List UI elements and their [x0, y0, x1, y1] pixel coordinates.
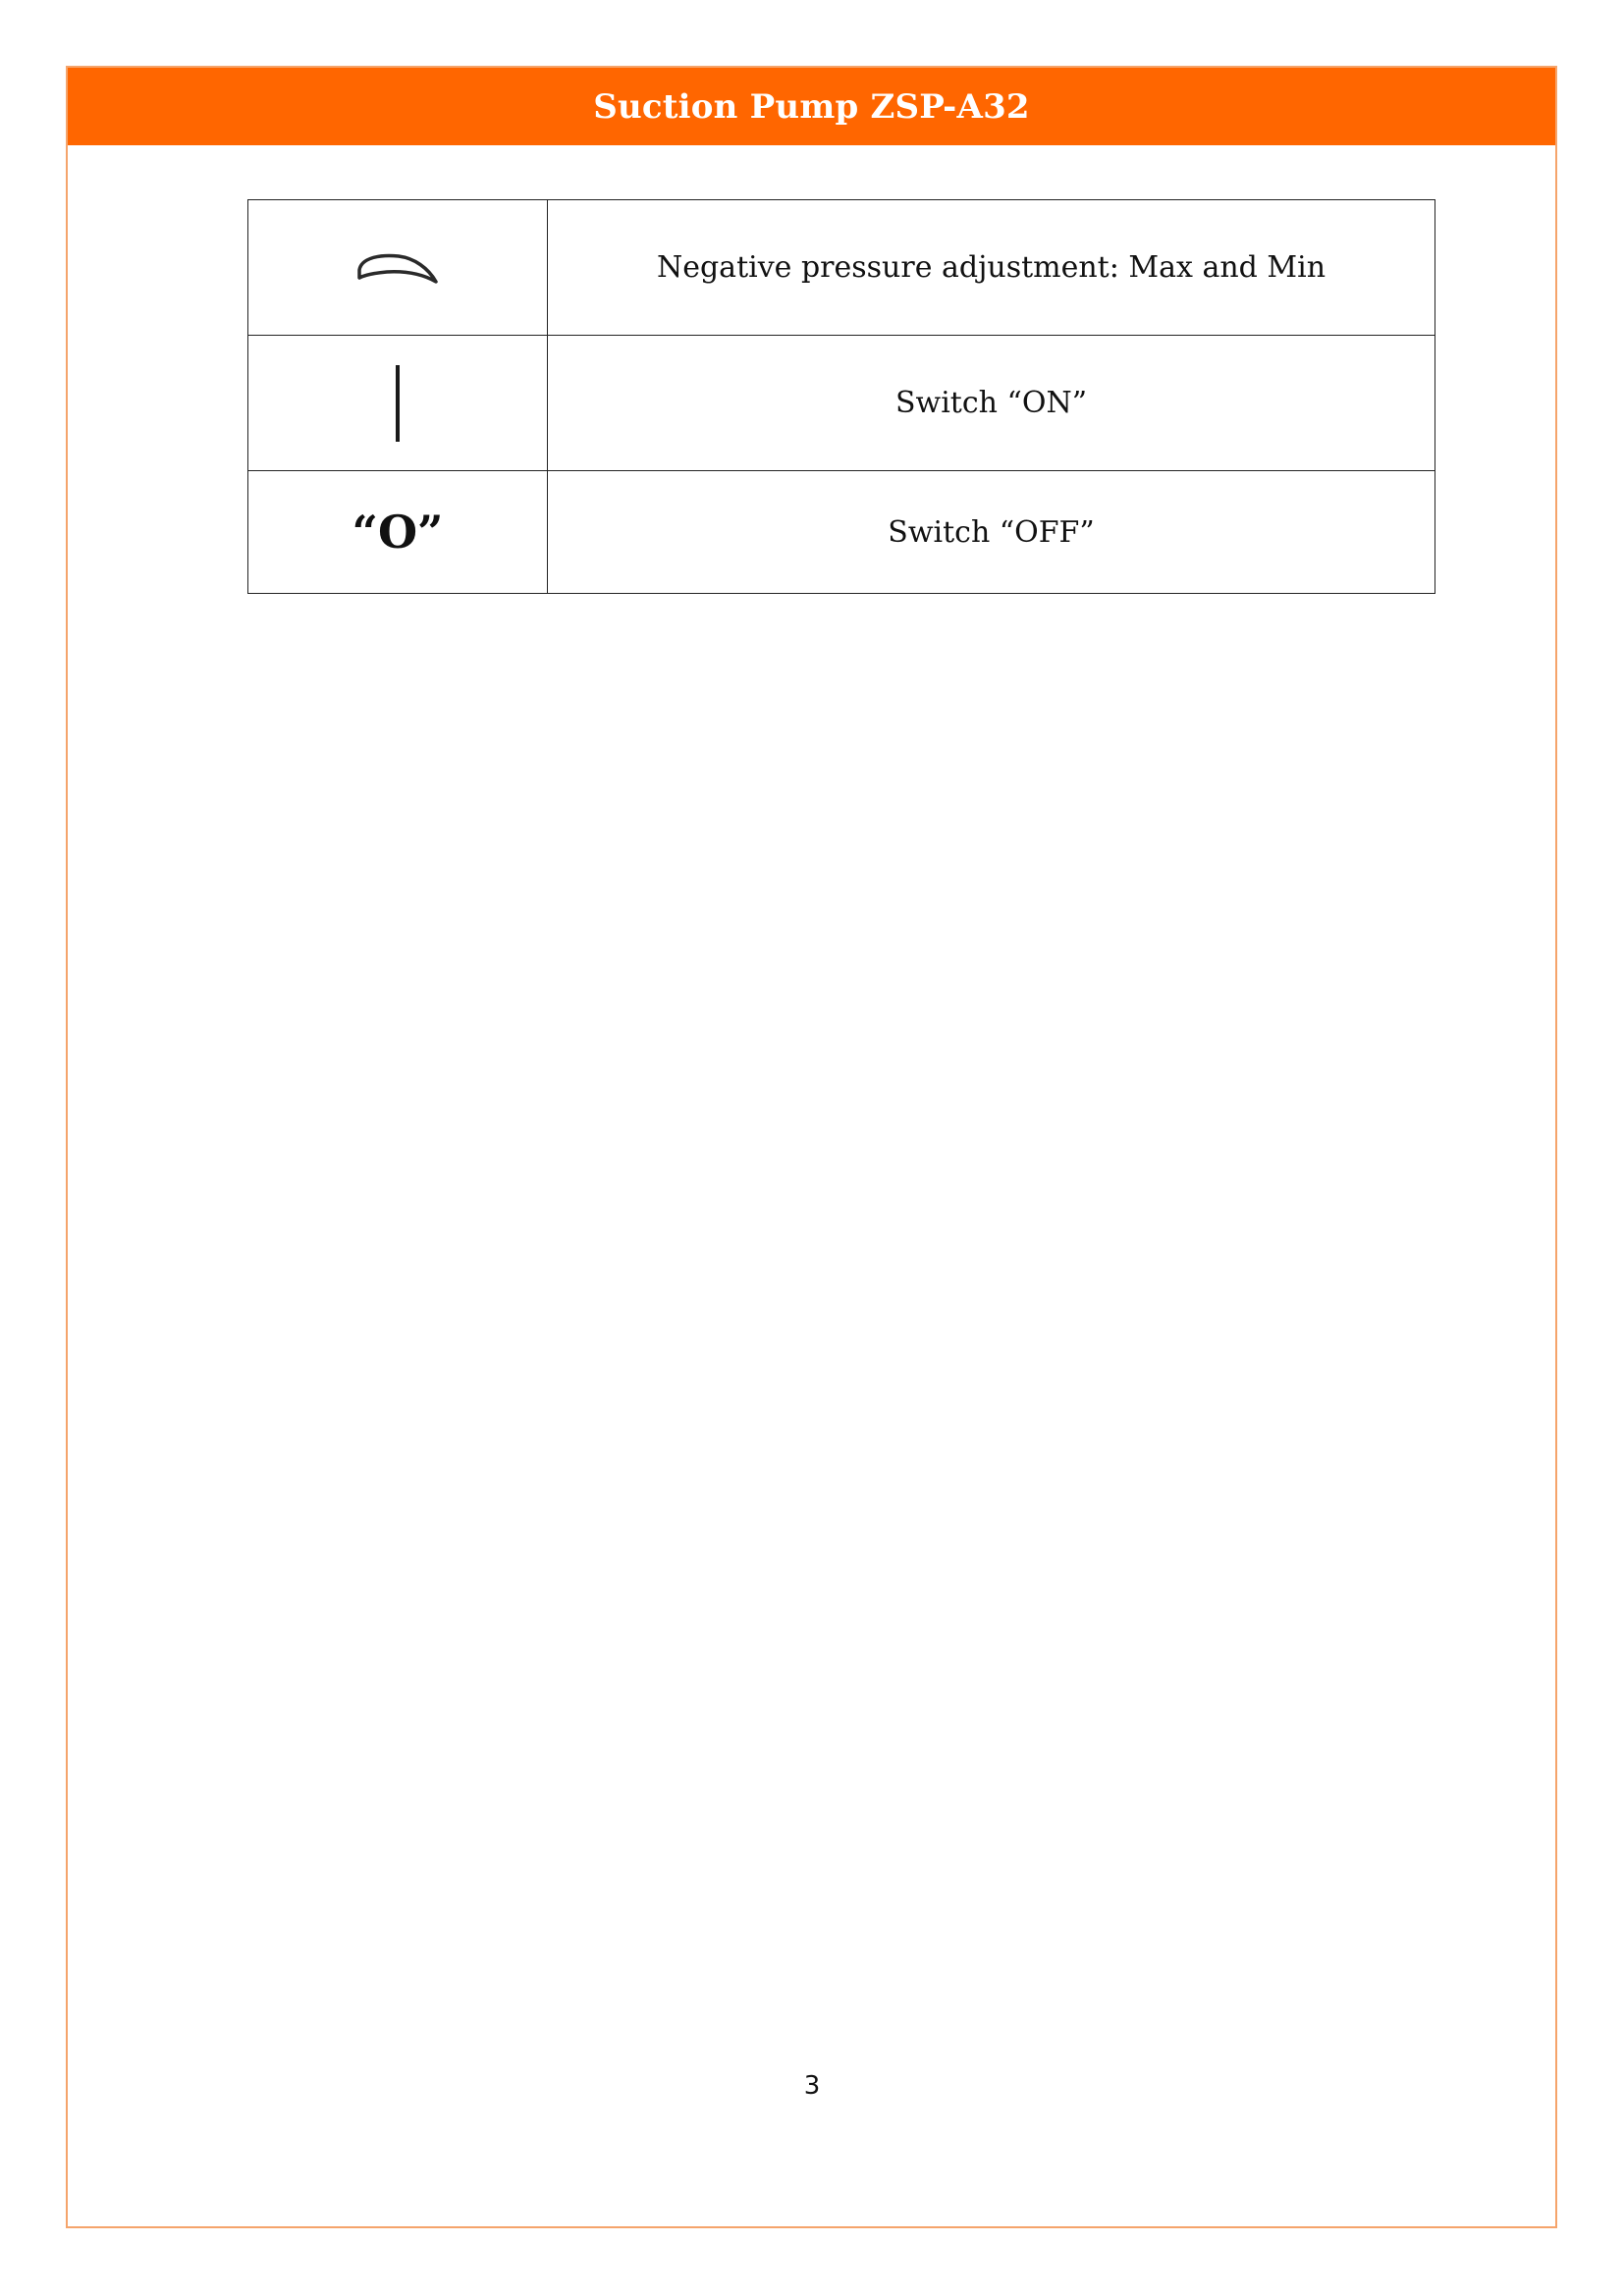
- header-bar: [68, 68, 1555, 145]
- table-row: [248, 336, 1435, 471]
- page-title: Suction Pump ZSP-A32: [593, 86, 1030, 127]
- symbols-table: [247, 199, 1435, 594]
- table-row: [248, 471, 1435, 594]
- symbol-cell: [248, 200, 548, 336]
- page-frame: [66, 66, 1557, 2228]
- symbol-cell: [248, 336, 548, 471]
- negative-pressure-arc-icon: [248, 242, 547, 294]
- page-number: 3: [803, 2071, 821, 2101]
- table-row: [248, 200, 1435, 336]
- switch-off-symbol: “O”: [352, 506, 444, 559]
- symbol-description: Switch “OFF”: [548, 471, 1435, 594]
- symbol-description: Negative pressure adjustment: Max and Min: [548, 200, 1435, 336]
- switch-on-line-icon: [248, 363, 547, 444]
- symbol-cell: [248, 471, 548, 594]
- symbol-description: Switch “ON”: [548, 336, 1435, 471]
